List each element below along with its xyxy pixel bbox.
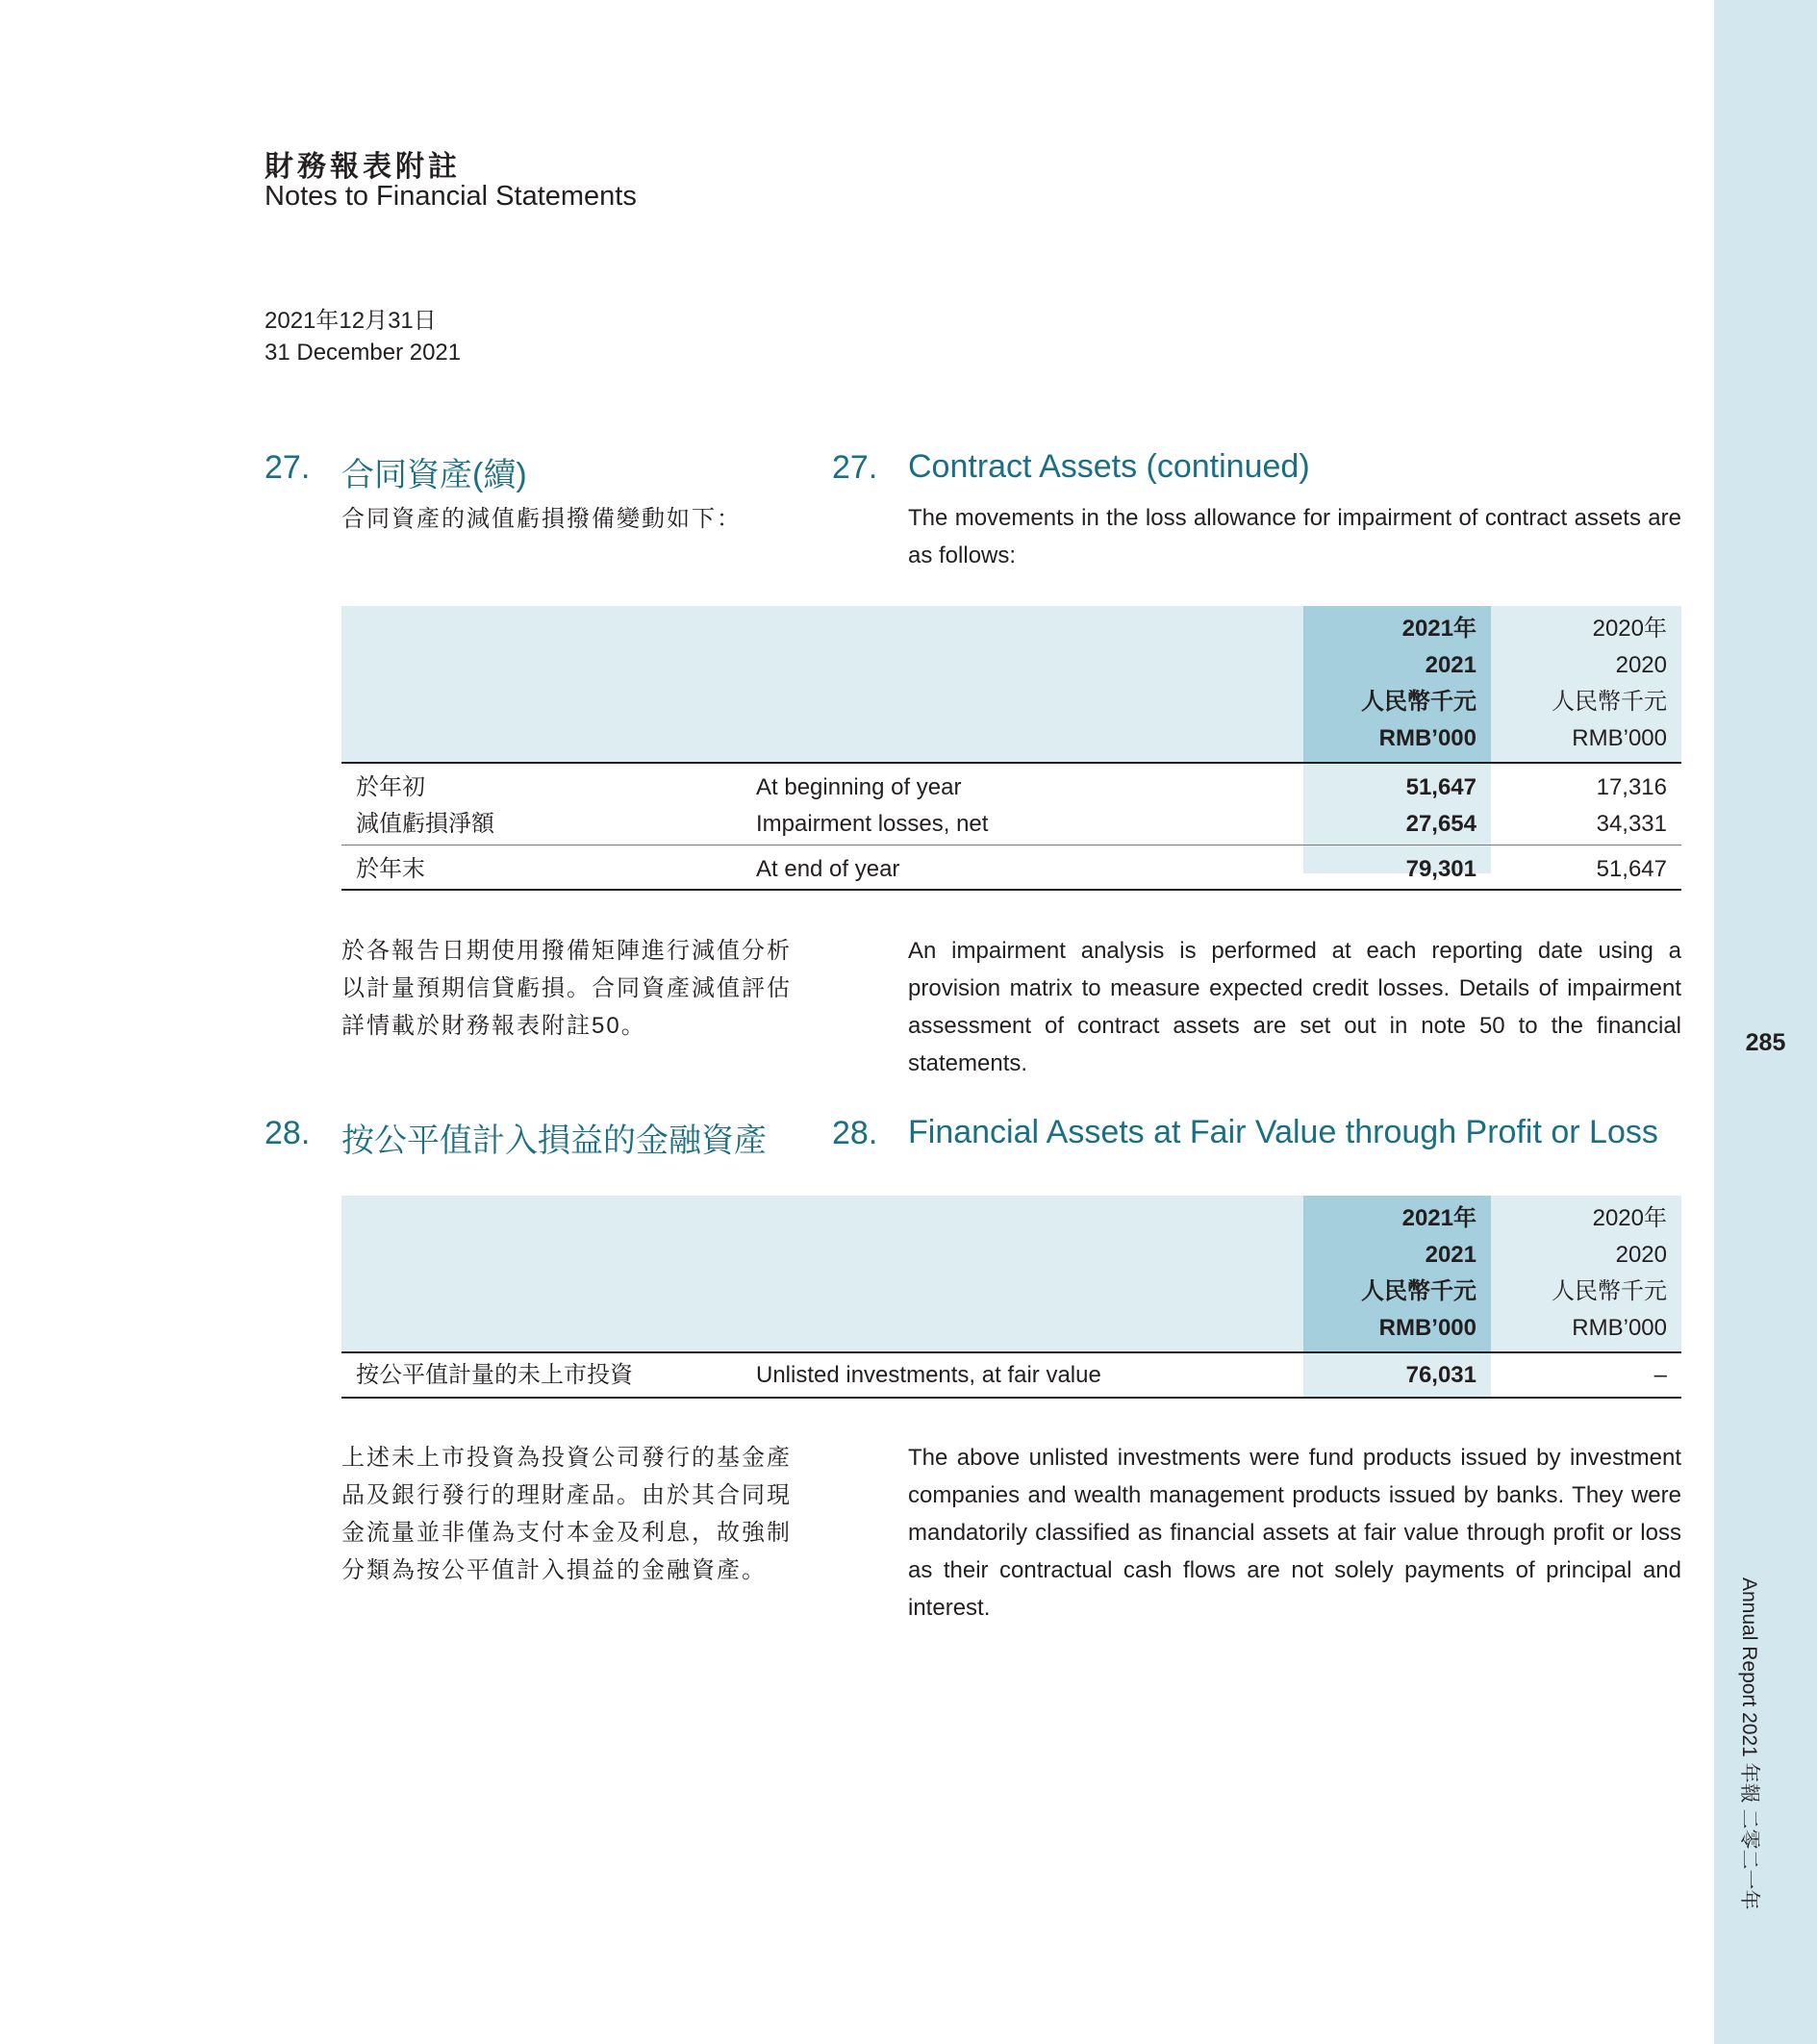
header-year-2020: 2020 bbox=[1615, 1242, 1667, 1268]
section27-intro-zh: 合同資產的減值虧損撥備變動如下： bbox=[341, 506, 742, 532]
row-value-2021: 27,654 bbox=[1405, 811, 1476, 837]
date-zh: 2021年12月31日 bbox=[265, 308, 437, 334]
total-value-2021: 79,301 bbox=[1405, 856, 1476, 882]
section27-note-en: An impairment analysis is performed at each reporting date using a provision matrix to measure expected credit losses. Details of impairment assessment of contract assets are set out in note 50 to the financial statements. bbox=[908, 938, 1681, 1076]
table-bottom-rule bbox=[341, 1397, 1681, 1399]
contract-assets-table bbox=[341, 606, 1681, 891]
row-label-zh: 減值虧損淨額 bbox=[356, 811, 494, 837]
header-currency-zh-2020: 人民幣千元 bbox=[1552, 689, 1667, 715]
section28-title-zh: 按公平值計入損益的金融資產 bbox=[341, 1123, 767, 1159]
section27-number-en: 27. bbox=[832, 449, 878, 486]
row-label-en: Unlisted investments, at fair value bbox=[756, 1362, 1101, 1388]
fvtpl-table bbox=[341, 1196, 1681, 1399]
header-year-zh-2021: 2021年 bbox=[1401, 616, 1476, 642]
header-currency-2020: RMB’000 bbox=[1572, 725, 1667, 751]
total-value-2020: 51,647 bbox=[1596, 856, 1667, 882]
total-label-en: At end of year bbox=[756, 856, 900, 882]
section28-number-zh: 28. bbox=[265, 1115, 311, 1151]
row-value-2020: – bbox=[1653, 1362, 1667, 1388]
row-label-zh: 於年初 bbox=[356, 774, 425, 800]
header-title-en: Notes to Financial Statements bbox=[265, 181, 637, 212]
header-title-zh: 財務報表附註 bbox=[265, 151, 461, 183]
header-year-2021: 2021 bbox=[1425, 1242, 1476, 1268]
side-label: Annual Report 2021 年報 二零二一年 bbox=[1738, 1577, 1760, 1910]
header-currency-2021: RMB’000 bbox=[1378, 725, 1476, 751]
header-year-2021: 2021 bbox=[1425, 652, 1476, 678]
header-currency-2020: RMB’000 bbox=[1572, 1315, 1667, 1341]
header-currency-2021: RMB’000 bbox=[1378, 1315, 1476, 1341]
table-header bbox=[341, 606, 1681, 762]
section27-title-zh: 合同資產(續) bbox=[341, 457, 527, 493]
header-year-zh-2020: 2020年 bbox=[1592, 616, 1667, 642]
page-number: 285 bbox=[1745, 1029, 1786, 1056]
header-year-zh-2020: 2020年 bbox=[1592, 1205, 1667, 1231]
side-band bbox=[1714, 0, 1817, 2044]
table-header bbox=[341, 1196, 1681, 1351]
header-currency-zh-2021: 人民幣千元 bbox=[1361, 1278, 1476, 1304]
section27-intro-en: The movements in the loss allowance for impairment of contract assets are as follows: bbox=[908, 505, 1681, 568]
table-bottom-rule bbox=[341, 889, 1681, 891]
header-year-zh-2021: 2021年 bbox=[1401, 1205, 1476, 1231]
row-value-2020: 34,331 bbox=[1596, 811, 1667, 837]
total-label-zh: 於年末 bbox=[356, 856, 425, 882]
row-label-en: At beginning of year bbox=[756, 774, 962, 800]
row-value-2021: 51,647 bbox=[1405, 774, 1476, 800]
header-year-2020: 2020 bbox=[1615, 652, 1667, 678]
section28-note-en: The above unlisted investments were fund products issued by investment companies and wealth management products issued by banks. They were mandatorily classified as financial assets at fair value through profit or loss as their contractual cash flows are not solely payments of principal and interest. bbox=[908, 1445, 1681, 1621]
section27-number-zh: 27. bbox=[265, 449, 311, 486]
row-label-zh: 按公平值計量的未上市投資 bbox=[356, 1362, 633, 1388]
header-currency-zh-2020: 人民幣千元 bbox=[1552, 1278, 1667, 1304]
row-value-2021: 76,031 bbox=[1405, 1362, 1476, 1388]
section27-title-en: Contract Assets (continued) bbox=[908, 448, 1310, 485]
section28-number-en: 28. bbox=[832, 1115, 878, 1151]
header-currency-zh-2021: 人民幣千元 bbox=[1361, 689, 1476, 715]
row-value-2020: 17,316 bbox=[1596, 774, 1667, 800]
row-label-en: Impairment losses, net bbox=[756, 811, 989, 837]
date-en: 31 December 2021 bbox=[265, 340, 462, 366]
section28-title-en: Financial Assets at Fair Value through Profit or Loss bbox=[908, 1114, 1658, 1150]
section28-note-zh: 上述未上市投資為投資公司發行的基金產品及銀行發行的理財產品。由於其合同現金流量並非僅為支付本金及利息，故強制分類為按公平值計入損益的金融資產。 bbox=[341, 1445, 792, 1583]
section27-note-zh: 於各報告日期使用撥備矩陣進行減值分析以計量預期信貸虧損。合同資產減值評估詳情載於財務報表附註50。 bbox=[341, 938, 792, 1039]
